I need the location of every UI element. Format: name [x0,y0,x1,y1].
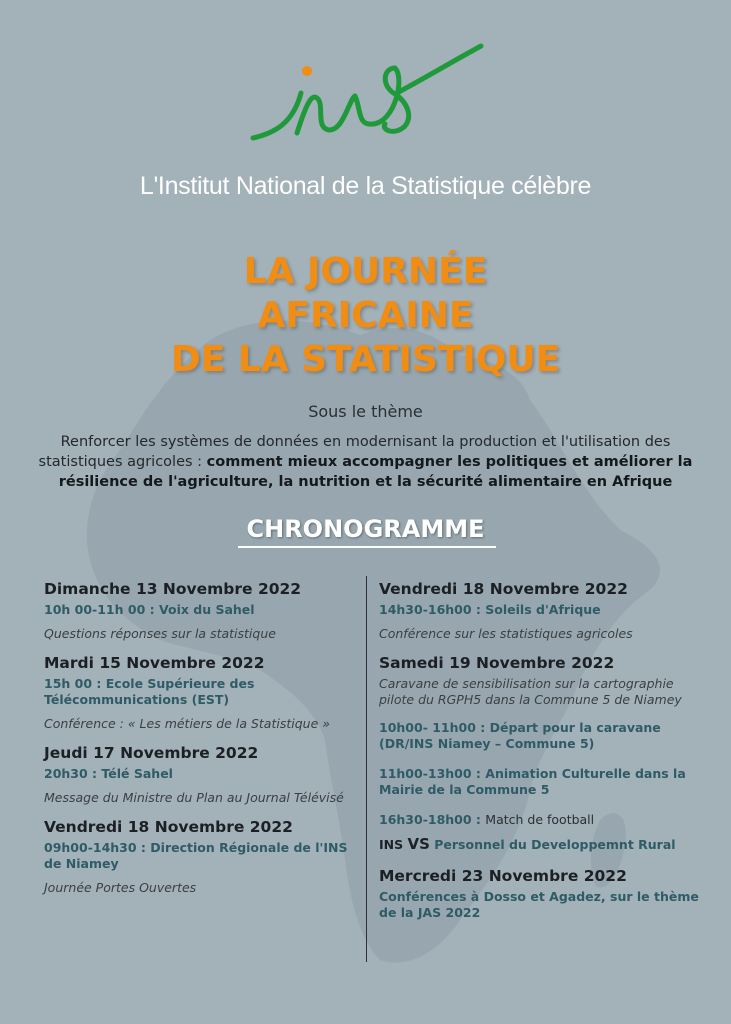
event-time: 09h00-14h30 : [44,840,151,855]
institute-subtitle: L'Institut National de la Statistique célèbre [139,172,592,200]
event-line [379,836,709,853]
event-line [44,676,364,708]
schedule-left-column [44,580,364,908]
headline-line-2: AFRICAINE [257,295,474,336]
event-title: Télé Sahel [101,766,173,781]
schedule-day-block [44,818,364,896]
day-heading: Mercredi 23 Novembre 2022 [379,867,627,885]
event-line [379,602,709,618]
event-title: Voix du Sahel [158,602,255,617]
event-description: Journée Portes Ouvertes [44,880,197,895]
event-description: Conférence : « Les métiers de la Statistique » [44,716,330,731]
event-time: 10h 00-11h 00 : [44,602,159,617]
event-title: Soleils d'Afrique [485,602,601,617]
event-description: Questions réponses sur la statistique [44,626,276,641]
team-opponent: Personnel du Developpemnt Rural [429,837,676,852]
theme-text-part2: comment mieux accompagner les politiques et améliorer la résilience de l'agriculture, la nutrition et la sécurité alimentaire en Afrique [58,454,693,490]
event-line [379,812,709,828]
event-time: 10h00- 11h00 : [379,720,490,735]
schedule-day-block [44,580,364,642]
schedule-day-block [44,744,364,806]
ins-logo [245,38,485,148]
event-time: 11h00-13h00 : [379,766,486,781]
headline-line-3: DE LA STATISTIQUE [170,339,561,380]
column-divider [366,576,367,962]
day-heading: Mardi 15 Novembre 2022 [44,654,265,672]
event-line [44,840,364,872]
day-heading: Dimanche 13 Novembre 2022 [44,580,302,598]
event-title: Direction Régionale de l'INS de Niamey [44,840,348,871]
event-title: Conférences à Dosso et Agadez, sur le thème de la JAS 2022 [379,889,699,920]
schedule-day-block [379,580,709,642]
theme-text [22,432,709,492]
event-title: Ecole Supérieure des Télécommunications (EST) [44,676,255,707]
versus-label: VS [407,835,430,853]
event-description: Caravane de sensibilisation sur la cartographie pilote du RGPH5 dans la Commune 5 de Niamey [379,676,682,707]
team-ins: INS [379,837,408,852]
event-line [379,766,709,798]
event-headline [0,250,731,382]
event-title: Match de football [485,812,595,827]
headline-line-1: LA JOURNÉE [243,251,488,292]
schedule-day-block [379,654,709,853]
event-title: Animation Culturelle dans la Mairie de la Commune 5 [379,766,686,797]
event-description: Message du Ministre du Plan au Journal Télévisé [44,790,344,805]
chronogramme-underline [238,546,496,548]
event-time: 20h30 : [44,766,102,781]
schedule-day-block [379,867,709,921]
schedule-right-column [379,580,709,929]
event-line [379,889,709,921]
day-heading: Vendredi 18 Novembre 2022 [44,818,293,836]
event-description: Conférence sur les statistiques agricoles [379,626,633,641]
event-time: 14h30-16h00 : [379,602,486,617]
event-title: Départ pour la caravane (DR/INS Niamey – Commune 5) [379,720,661,751]
event-line [44,602,364,618]
chronogramme-title: CHRONOGRAMME [246,515,485,543]
event-time: 15h 00 : [44,676,106,691]
theme-label: Sous le thème [308,402,423,421]
event-line [44,766,364,782]
day-heading: Vendredi 18 Novembre 2022 [379,580,628,598]
day-heading: Jeudi 17 Novembre 2022 [44,744,259,762]
event-time: 16h30-18h00 : [379,812,486,827]
theme-text-part1: Renforcer les systèmes de données en modernisant la production et l'utilisation des statistiques agricoles : [38,434,671,470]
event-line [379,720,709,752]
schedule-day-block [44,654,364,732]
day-heading: Samedi 19 Novembre 2022 [379,654,615,672]
